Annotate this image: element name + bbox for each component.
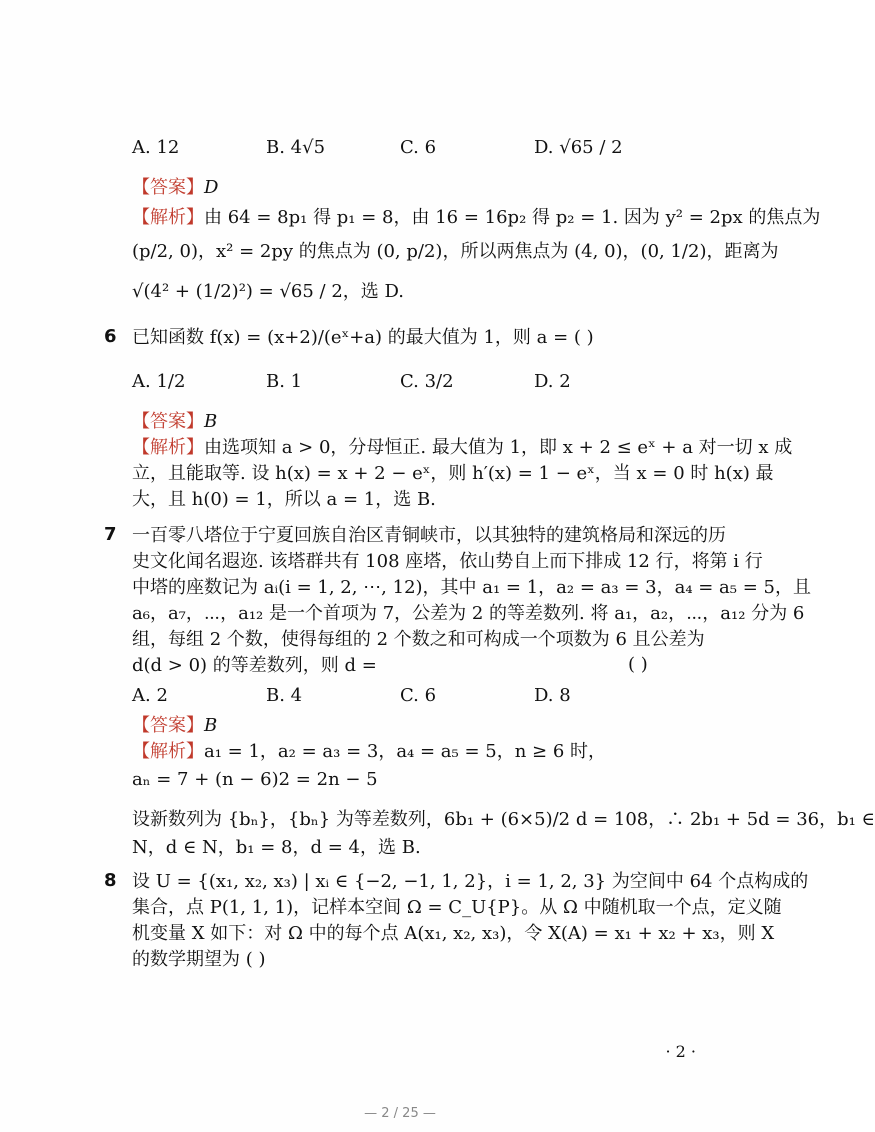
q8-stem-line-1: 设 U = {(x₁, x₂, x₃) | xᵢ ∈ {−2, −1, 1, 2}，i = 1, 2, 3} 为空间中 64 个点构成的 [132, 871, 809, 892]
q6-analysis-line-2: 立，且能取等. 设 h(x) = x + 2 − eˣ，则 h′(x) = 1 − eˣ，当 x = 0 时 h(x) 最 [132, 463, 774, 484]
q7-answer-line [132, 714, 217, 738]
q7-stem-line-3: 中塔的座数记为 aᵢ(i = 1, 2, ⋯, 12)，其中 a₁ = 1，a₂ = a₃ = 3，a₄ = a₅ = 5，且 [132, 577, 811, 598]
q7-stem-line-5: 组，每组 2 个数，使得每组的 2 个数之和可构成一个项数为 6 且公差为 [132, 629, 705, 650]
page-footer: — 2 / 25 — [364, 1106, 436, 1121]
q6-answer-line [132, 410, 217, 434]
q5-analysis-line-1 [132, 206, 820, 230]
q6-option-b: B. 1 [266, 371, 303, 392]
q6-analysis-line-3: 大，且 h(0) = 1，所以 a = 1，选 B. [132, 489, 436, 510]
q7-option-d: D. 8 [534, 685, 571, 706]
q5-option-c: C. 6 [400, 137, 437, 158]
q5-answer-line [132, 176, 218, 200]
q6-answer: B [204, 411, 218, 432]
q7-stem-line-2: 史文化闻名遐迩. 该塔群共有 108 座塔，依山势自上而下排成 12 行，将第 i 行 [132, 551, 763, 572]
q6-analysis-line-1 [132, 436, 792, 460]
q6-stem: 已知函数 f(x) = (x+2)/(eˣ+a) 的最大值为 1，则 a = ( ) [132, 327, 594, 348]
q7-analysis-line-3: 设新数列为 {bₙ}，{bₙ} 为等差数列，6b₁ + (6×5)/2 d = 108，∴ 2b₁ + 5d = 36，b₁ ∈ [132, 809, 875, 830]
q6-number: 6 [104, 326, 117, 347]
q5-answer: D [204, 177, 219, 198]
q5-option-d: D. √65 / 2 [534, 137, 623, 158]
q8-stem-line-3: 机变量 X 如下：对 Ω 中的每个点 A(x₁, x₂, x₃)，令 X(A) = x₁ + x₂ + x₃，则 X [132, 923, 775, 944]
q5-option-a: A. 12 [132, 137, 180, 158]
q6-option-c: C. 3/2 [400, 371, 454, 392]
q7-analysis-line-4: N，d ∈ N，b₁ = 8，d = 4，选 B. [132, 837, 421, 858]
q5-analysis-line-3: √(4² + (1/2)²) = √65 / 2，选 D. [132, 281, 405, 302]
page-number: · 2 · [665, 1042, 696, 1061]
answer-tag: 【答案】 [132, 177, 204, 198]
q7-option-b: B. 4 [266, 685, 303, 706]
q5-analysis-line-2: (p/2, 0)，x² = 2py 的焦点为 (0, p/2)，所以两焦点为 (4, 0)，(0, 1/2)，距离为 [132, 241, 779, 262]
q5-analysis-text-1: 由 64 = 8p₁ 得 p₁ = 8，由 16 = 16p₂ 得 p₂ = 1. 因为 y² = 2px 的焦点为 [204, 207, 821, 228]
q7-answer: B [204, 715, 218, 736]
q8-number: 8 [104, 870, 117, 891]
q7-option-a: A. 2 [132, 685, 168, 706]
q6-option-d: D. 2 [534, 371, 571, 392]
q6-analysis-text-1: 由选项知 a > 0，分母恒正. 最大值为 1，即 x + 2 ≤ eˣ + a 对一切 x 成 [204, 437, 793, 458]
q8-stem-line-2: 集合，点 P(1, 1, 1)，记样本空间 Ω = C_U{P}。从 Ω 中随机取一个点，定义随 [132, 897, 782, 918]
q7-option-c: C. 6 [400, 685, 437, 706]
q5-option-b: B. 4√5 [266, 137, 326, 158]
answer-tag: 【答案】 [132, 715, 204, 736]
q7-answer-paren: ( ) [628, 654, 648, 675]
q7-number: 7 [104, 524, 117, 545]
q8-stem-line-4: 的数学期望为 ( ) [132, 949, 266, 970]
analysis-tag: 【解析】 [132, 741, 204, 762]
q7-analysis-text-1: a₁ = 1，a₂ = a₃ = 3，a₄ = a₅ = 5，n ≥ 6 时， [204, 741, 607, 762]
answer-tag: 【答案】 [132, 411, 204, 432]
analysis-tag: 【解析】 [132, 207, 204, 228]
q6-option-a: A. 1/2 [132, 371, 186, 392]
q7-stem-line-4: a₆，a₇，⋯，a₁₂ 是一个首项为 7，公差为 2 的等差数列. 将 a₁，a₂，⋯，a₁₂ 分为 6 [132, 603, 805, 624]
q7-analysis-line-1 [132, 740, 606, 764]
q7-analysis-line-2: aₙ = 7 + (n − 6)2 = 2n − 5 [132, 769, 378, 790]
analysis-tag: 【解析】 [132, 437, 204, 458]
q7-stem-line-1: 一百零八塔位于宁夏回族自治区青铜峡市，以其独特的建筑格局和深远的历 [132, 525, 726, 546]
q7-stem-line-6: d(d > 0) 的等差数列，则 d = [132, 655, 377, 676]
